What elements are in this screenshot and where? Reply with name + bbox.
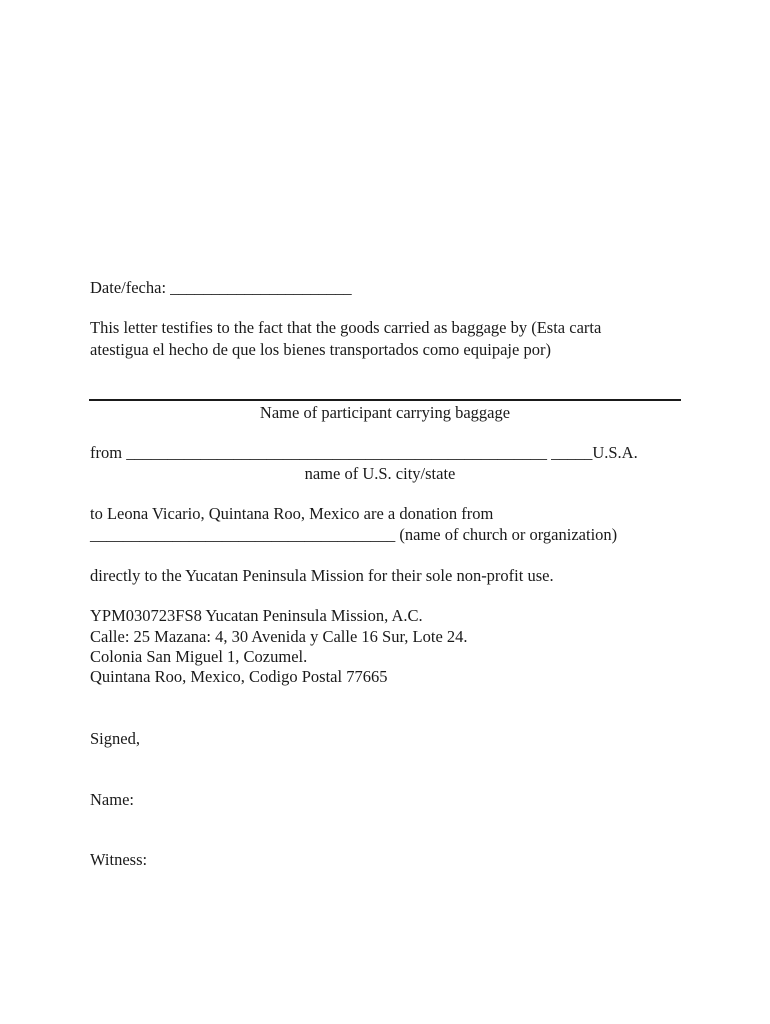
participant-caption: Name of participant carrying baggage <box>259 403 511 422</box>
address-line-3: Colonia San Miguel 1, Cozumel. <box>90 647 308 666</box>
donation-line-2: _____________________________________ (name of church or organization) <box>90 525 618 544</box>
address-line-2: Calle: 25 Mazana: 4, 30 Avenida y Calle 16 Sur, Lote 24. <box>90 627 468 646</box>
from-line: from ___________________________________________________ _____U.S.A. <box>90 443 638 462</box>
participant-signature-rule <box>89 399 681 401</box>
city-caption: name of U.S. city/state <box>304 464 456 483</box>
address-line-1: YPM030723FS8 Yucatan Peninsula Mission, A.C. <box>90 606 423 625</box>
address-line-4: Quintana Roo, Mexico, Codigo Postal 77665 <box>90 667 388 686</box>
donation-line-1: to Leona Vicario, Quintana Roo, Mexico are a donation from <box>90 504 494 523</box>
date-line: Date/fecha: ______________________ <box>90 278 352 297</box>
intro-text-line-1: This letter testifies to the fact that the goods carried as baggage by (Esta carta <box>90 318 602 337</box>
signed-label: Signed, <box>90 729 140 748</box>
intro-text-line-2: atestigua el hecho de que los bienes transportados como equipaje por) <box>90 340 551 359</box>
purpose-line: directly to the Yucatan Peninsula Mission for their sole non-profit use. <box>90 566 554 585</box>
witness-label: Witness: <box>90 850 148 869</box>
name-label: Name: <box>90 790 134 809</box>
